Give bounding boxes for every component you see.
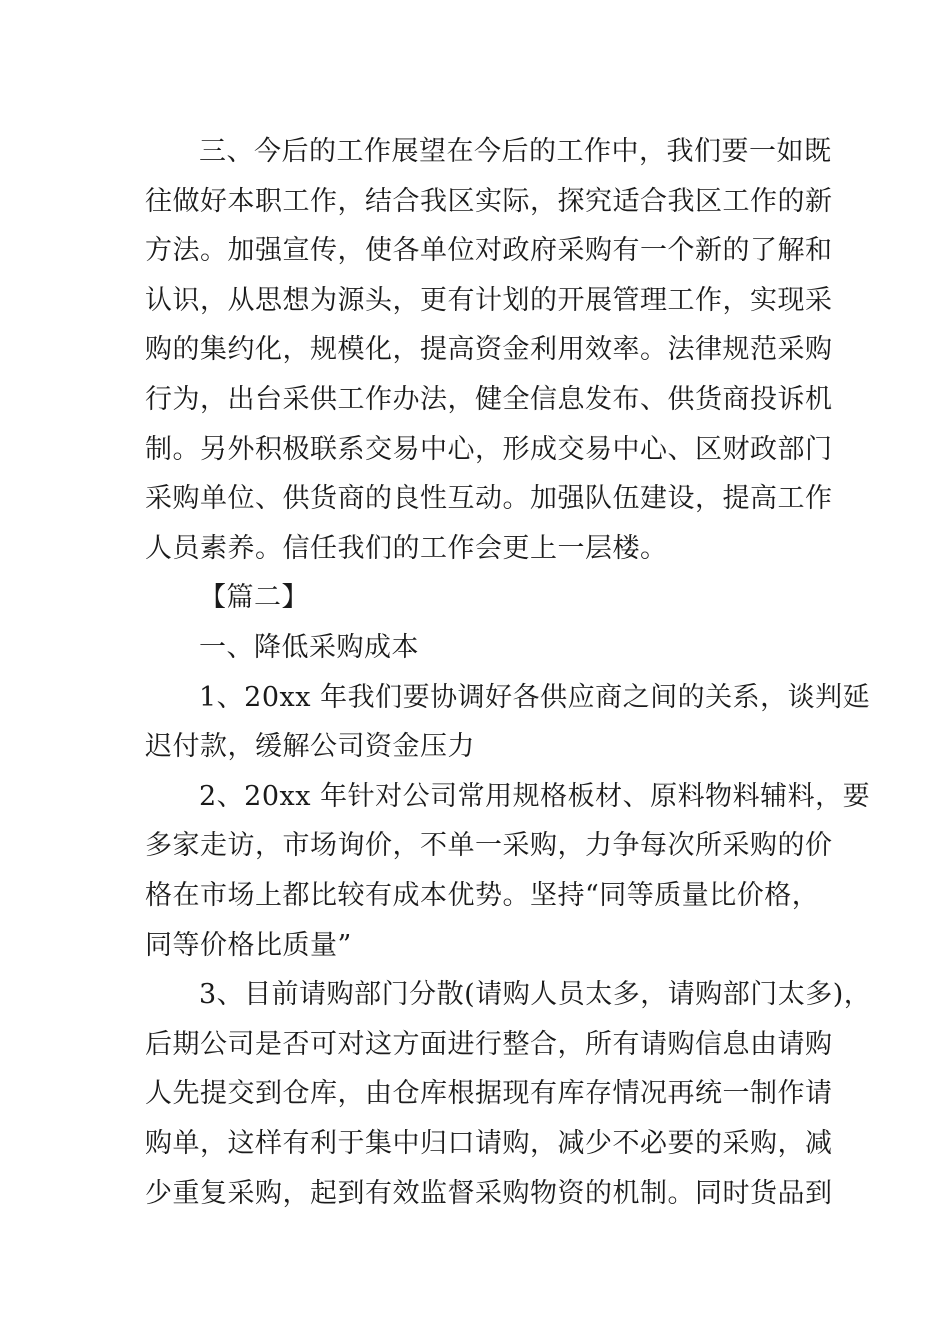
- text-line: 2、20xx 年针对公司常用规格板材、原料物料辅料，要: [199, 780, 871, 812]
- text-line: 购的集约化，规模化，提高资金利用效率。法律规范采购: [145, 334, 833, 366]
- text-line: 三、今后的工作展望在今后的工作中，我们要一如既: [199, 136, 832, 167]
- text-line: 认识，从思想为源头，更有计划的开展管理工作，实现采: [145, 284, 833, 316]
- text-line: 迟付款，缓解公司资金压力: [145, 731, 475, 763]
- text-line: 1、20xx 年我们要协调好各供应商之间的关系，谈判延: [199, 681, 871, 713]
- text-line: 多家走访，市场询价，不单一采购，力争每次所采购的价: [145, 830, 833, 862]
- text-line: 购单，这样有利于集中归口请购，减少不必要的采购，减: [145, 1128, 833, 1159]
- text-line: 后期公司是否可对这方面进行整合，所有请购信息由请购: [145, 1028, 833, 1060]
- text-line: 制。另外积极联系交易中心，形成交易中心、区财政部门: [145, 433, 833, 465]
- text-line: 同等价格比质量”: [145, 929, 352, 961]
- text-line: 人员素养。信任我们的工作会更上一层楼。: [145, 532, 668, 564]
- text-line: 一、降低采购成本: [199, 632, 419, 663]
- text-line: 采购单位、供货商的良性互动。加强队伍建设，提高工作: [145, 483, 833, 515]
- text-line: 3、目前请购部门分散(请购人员太多，请购部门太多)，: [199, 979, 872, 1011]
- text-line: 方法。加强宣传，使各单位对政府采购有一个新的了解和: [145, 235, 833, 267]
- text-line: 格在市场上都比较有成本优势。坚持“同等质量比价格，: [145, 880, 820, 911]
- text-line: 少重复采购，起到有效监督采购物资的机制。同时货品到: [145, 1177, 833, 1209]
- text-line: 人先提交到仓库，由仓库根据现有库存情况再统一制作请: [145, 1078, 833, 1110]
- text-line: 行为，出台采供工作办法，健全信息发布、供货商投诉机: [145, 384, 833, 415]
- text-line: 往做好本职工作，结合我区实际，探究适合我区工作的新: [145, 185, 833, 217]
- text-line: 【篇二】: [199, 582, 309, 614]
